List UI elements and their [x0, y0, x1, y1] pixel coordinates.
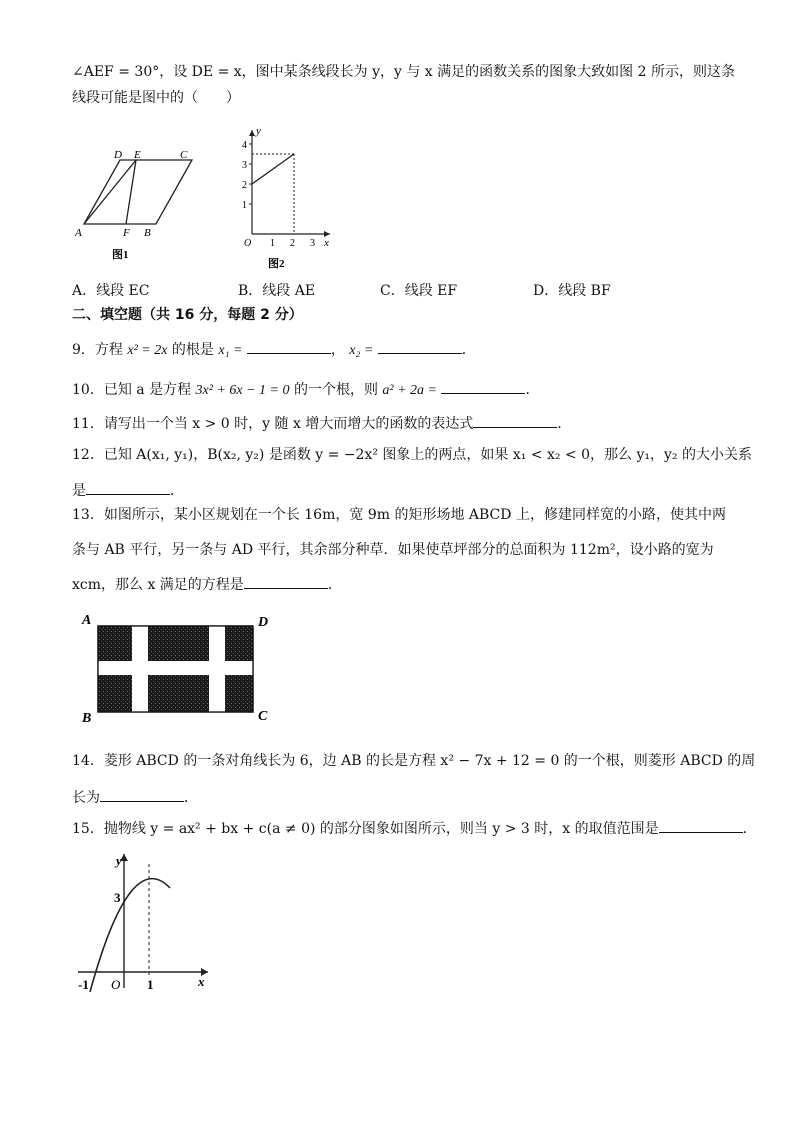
answer-blank-14[interactable] [100, 786, 184, 802]
option-d[interactable]: D．线段 BF [533, 283, 611, 299]
question-11: 11．请写出一个当 x > 0 时，y 随 x 增大而增大的函数的表达式 ． [72, 412, 571, 434]
label-D: D [258, 615, 269, 630]
x-tick-1: 1 [270, 238, 275, 249]
y-tick-4: 4 [242, 140, 247, 151]
label-D: D [114, 149, 122, 161]
y-axis-label: y [256, 125, 261, 137]
option-c[interactable]: C．线段 EF [380, 283, 458, 299]
section-2-title: 二、填空题（共 16 分，每题 2 分） [72, 307, 303, 323]
question-12-line1: 12．已知 A(x₁, y₁)，B(x₂, y₂) 是函数 y = −2x² 图象上的两点，如果 x₁ < x₂ < 0，那么 y₁，y₂ 的大小关系 [72, 447, 752, 463]
question-14-line1: 14．菱形 ABCD 的一条对角线长为 6，边 AB 的长是方程 x² − 7x + 12 = 0 的一个根，则菱形 ABCD 的周 [72, 753, 756, 769]
question-15: 15．抛物线 y = ax² + bx + c(a ≠ 0) 的部分图象如图所示，则当 y > 3 时，x 的取值范围是 ． [72, 817, 757, 839]
figure-2-caption: 图2 [268, 258, 285, 270]
x-axis-label: x [198, 974, 205, 989]
q13-rectangle-figure [78, 610, 278, 725]
label-A: A [82, 613, 92, 628]
x-axis-label: x [324, 237, 329, 249]
answer-blank-15[interactable] [659, 817, 743, 833]
question-10: 10．已知 a 是方程 3x² + 6x − 1 = 0 的一个根，则 a² + 2a = ． [72, 378, 539, 401]
label-C: C [258, 709, 268, 724]
label-A: A [75, 227, 82, 239]
q8-line1: ∠AEF = 30°，设 DE = x，图中某条线段长为 y，y 与 x 满足的函数关系的图象大致如图 2 所示，则这条 [72, 64, 735, 80]
x-tick-2: 2 [290, 238, 295, 249]
answer-blank-10[interactable] [441, 378, 525, 394]
answer-blank-x2[interactable] [378, 338, 462, 354]
answer-blank-13[interactable] [244, 573, 328, 589]
origin-label: O [111, 977, 121, 992]
y-intercept-label: 3 [114, 890, 121, 905]
label-E: E [134, 149, 141, 161]
answer-blank-12[interactable] [86, 479, 170, 495]
answer-blank-x1[interactable] [247, 338, 331, 354]
x-tick-3: 3 [310, 238, 315, 249]
question-14-line2: 长为 ． [72, 786, 198, 808]
answer-blank-11[interactable] [473, 412, 557, 428]
figure-2-graph [230, 122, 340, 272]
root-label-neg1: -1 [78, 977, 89, 992]
question-13-line3: xcm，那么 x 满足的方程是 ． [72, 573, 342, 595]
question-13-line2: 条与 AB 平行，另一条与 AD 平行，其余部分种草．如果使草坪部分的总面积为 112m²，设小路的宽为 [72, 542, 714, 558]
question-9: 9．方程 x² = 2x 的根是 x₁ = ， x₂ = ． [72, 338, 476, 361]
y-tick-2: 2 [242, 180, 247, 191]
y-axis-label: y [116, 853, 122, 868]
option-b[interactable]: B．线段 AE [238, 283, 316, 299]
q8-line2: 线段可能是图中的（ ） [72, 90, 240, 106]
y-tick-3: 3 [242, 160, 247, 171]
label-B: B [144, 227, 151, 239]
origin-label: O [244, 238, 252, 249]
figure-1-parallelogram [72, 140, 202, 265]
question-12-line2: 是 ． [72, 479, 184, 501]
label-C: C [180, 149, 188, 161]
option-a[interactable]: A．线段 EC [72, 283, 150, 299]
label-B: B [82, 711, 92, 725]
q15-parabola-figure [72, 848, 222, 998]
figure-1-caption: 图1 [112, 249, 129, 261]
label-F: F [123, 227, 130, 239]
axis-of-symmetry-label: 1 [147, 977, 154, 992]
y-tick-1: 1 [242, 200, 247, 211]
question-13-line1: 13．如图所示，某小区规划在一个长 16m，宽 9m 的矩形场地 ABCD 上，修建同样宽的小路，使其中两 [72, 507, 726, 523]
